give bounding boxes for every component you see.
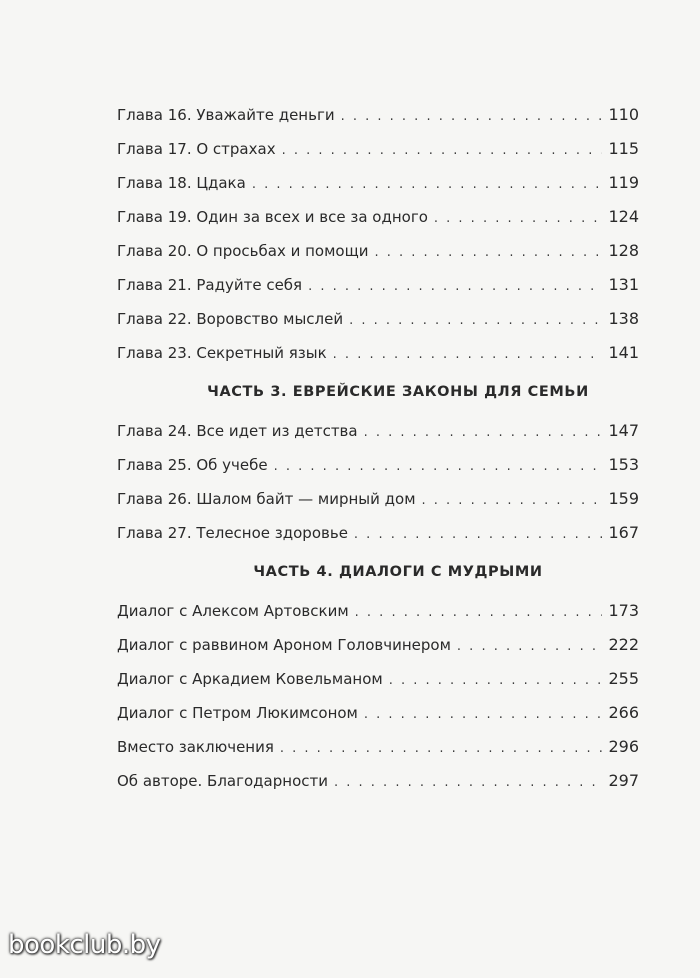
dot-leader [252,168,603,202]
toc-entry-title: Вместо заключения [117,738,274,756]
toc-entry-page: 119 [608,173,639,192]
toc-entry-page: 255 [608,669,639,688]
dot-leader [364,698,603,732]
toc-entry-title: Глава 18. Цдака [117,174,246,192]
toc-entry-dialog-artovsky [117,594,639,628]
toc-entry-title: Глава 26. Шалом байт — мирный дом [117,490,416,508]
dot-leader [364,416,603,450]
toc-entry-chapter-24 [117,414,639,448]
toc-entry-title: Глава 27. Телесное здоровье [117,524,348,542]
dot-leader [280,732,603,766]
dot-leader [374,236,602,270]
toc-entry-page: 153 [608,455,639,474]
toc-entry-about-author [117,764,639,798]
toc-entry-page: 147 [608,421,639,440]
watermark: bookclub.by [8,930,161,960]
toc-entry-chapter-27 [117,516,639,550]
dot-leader [422,484,603,518]
toc-entry-chapter-22 [117,302,639,336]
toc-entry-conclusion [117,730,639,764]
toc-entry-title: Глава 21. Радуйте себя [117,276,303,294]
toc-entry-title: Об авторе. Благодарности [117,772,328,790]
toc-entry-title: Глава 23. Секретный язык [117,344,327,362]
toc-entry-page: 266 [608,703,639,722]
dot-leader [341,100,603,134]
toc-entry-chapter-19 [117,200,639,234]
dot-leader [355,596,603,630]
toc-entry-dialog-kovelman [117,662,639,696]
toc-entry-page: 159 [608,489,639,508]
toc-entry-title: Диалог с раввином Ароном Головчинером [117,636,451,654]
toc-entry-page: 124 [608,207,639,226]
toc-entry-title: Диалог с Алексом Артовским [117,602,349,620]
toc-entry-chapter-21 [117,268,639,302]
toc-entry-page: 110 [608,105,639,124]
part-4-heading: ЧАСТЬ 4. ДИАЛОГИ С МУДРЫМИ [253,564,543,580]
toc-entry-chapter-25 [117,448,639,482]
toc-entry-chapter-18 [117,166,639,200]
toc-entry-page: 128 [608,241,639,260]
toc-entry-page: 297 [608,771,639,790]
dot-leader [334,766,602,800]
dot-leader [308,270,602,304]
toc-entry-title: Глава 17. О страхах [117,140,276,158]
table-of-contents [117,98,639,798]
dot-leader [349,304,602,338]
toc-entry-page: 167 [608,523,639,542]
toc-entry-page: 131 [608,275,639,294]
toc-entry-title: Глава 22. Воровство мыслей [117,310,344,328]
toc-entry-dialog-golovchiner [117,628,639,662]
toc-entry-title: Глава 20. О просьбах и помощи [117,242,369,260]
toc-entry-chapter-17 [117,132,639,166]
toc-entry-chapter-23 [117,336,639,370]
toc-entry-dialog-lyukimson [117,696,639,730]
toc-entry-page: 141 [608,343,639,362]
dot-leader [282,134,603,168]
toc-entry-chapter-26 [117,482,639,516]
toc-entry-title: Глава 19. Один за всех и все за одного [117,208,428,226]
toc-entry-chapter-16 [117,98,639,132]
toc-entry-page: 296 [608,737,639,756]
toc-entry-title: Глава 24. Все идет из детства [117,422,358,440]
toc-entry-title: Диалог с Петром Люкимсоном [117,704,358,722]
toc-entry-page: 222 [608,635,639,654]
dot-leader [333,338,603,372]
toc-entry-title: Глава 16. Уважайте деньги [117,106,335,124]
toc-entry-page: 138 [608,309,639,328]
toc-entry-title: Диалог с Аркадием Ковельманом [117,670,383,688]
dot-leader [354,518,603,552]
dot-leader [434,202,603,236]
dot-leader [274,450,603,484]
toc-entry-chapter-20 [117,234,639,268]
dot-leader [389,664,603,698]
toc-entry-page: 173 [608,601,639,620]
toc-entry-page: 115 [608,139,639,158]
toc-entry-title: Глава 25. Об учебе [117,456,268,474]
part-3-heading: ЧАСТЬ 3. ЕВРЕЙСКИЕ ЗАКОНЫ ДЛЯ СЕМЬИ [207,384,589,400]
dot-leader [457,630,603,664]
